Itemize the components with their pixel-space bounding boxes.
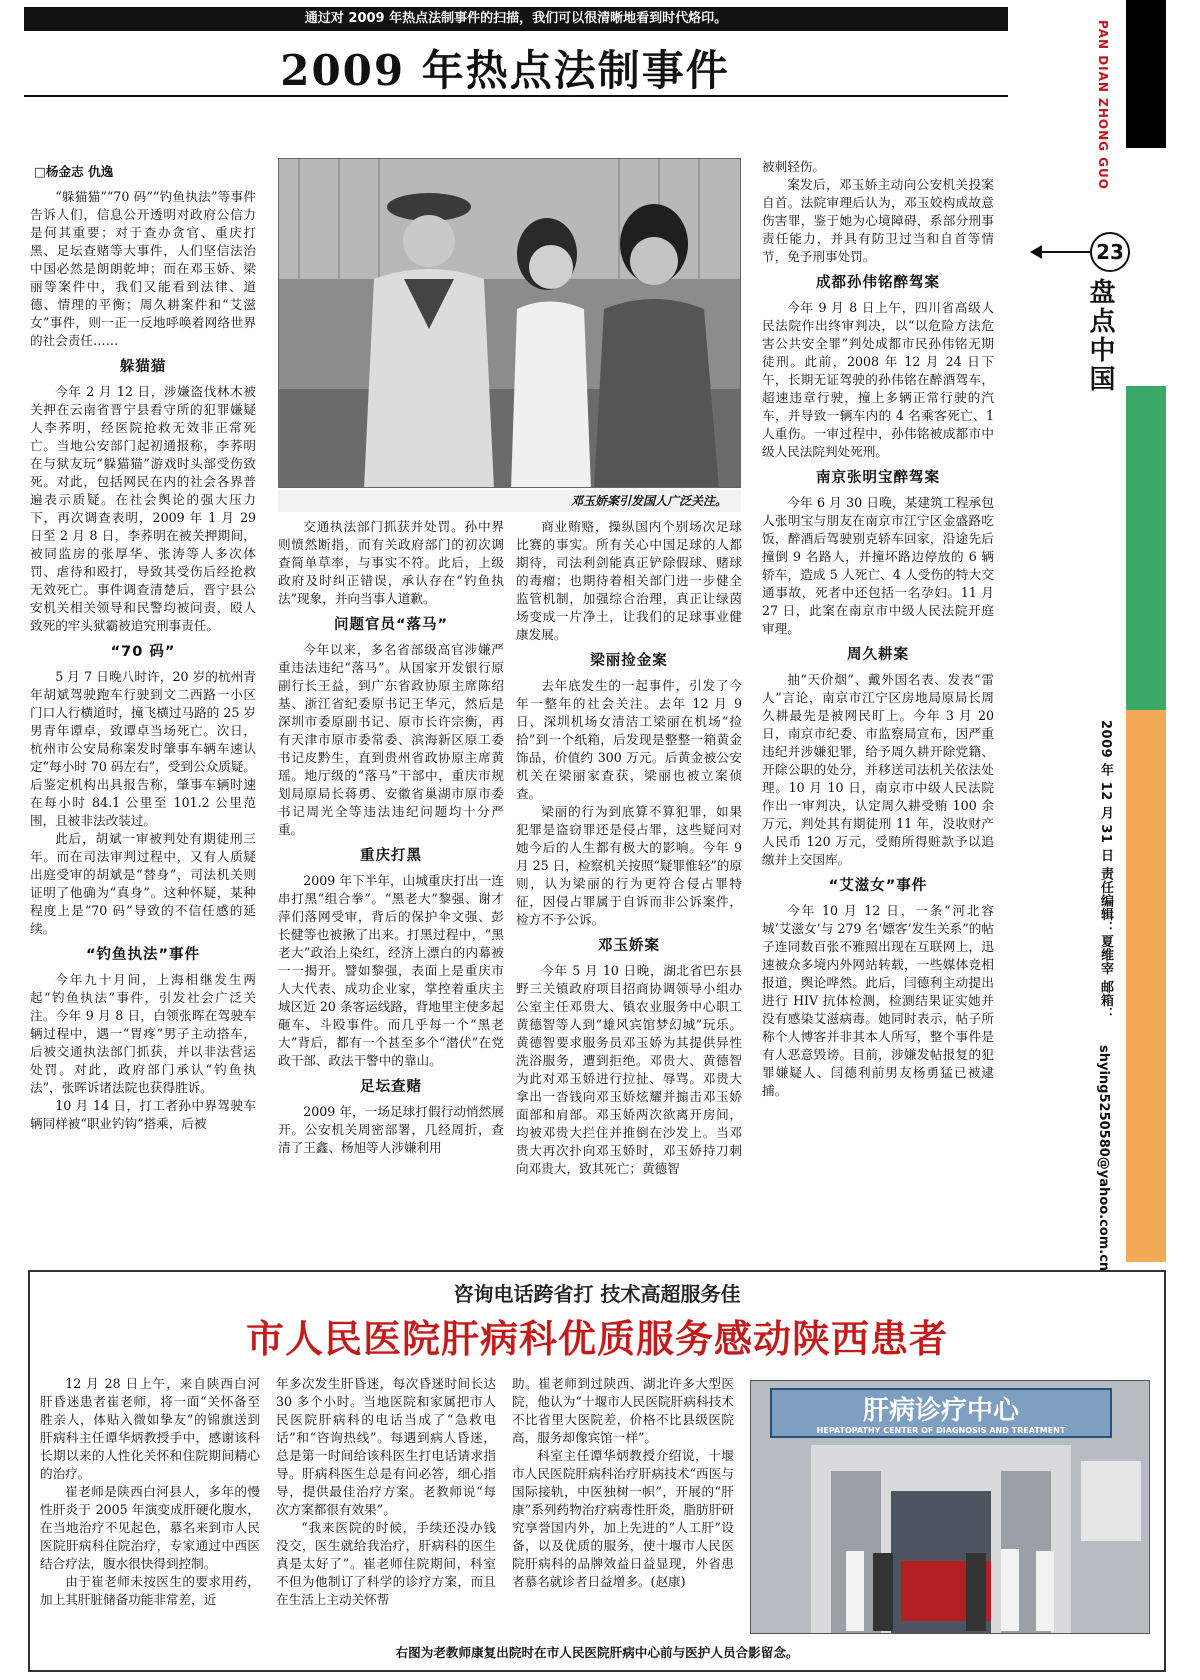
photo-illustration — [279, 159, 741, 488]
advertorial-column-1 — [40, 1375, 260, 1637]
page-pointer-line — [1040, 251, 1092, 253]
subhead-zhoujiugeng: 周久耕案 — [847, 647, 909, 663]
subhead-zhangmingbao: 南京张明宝醉驾案 — [816, 470, 940, 486]
editor-email: shying5250580@yahoo.com.cn — [1096, 1045, 1111, 1272]
photo-sign-text: 肝病诊疗中心 — [862, 1396, 1020, 1426]
section-latin-name: PAN DIAN ZHONG GUO — [1096, 20, 1110, 190]
article-paragraph: 去年底发生的一起事件，引发了今年一整年的社会关注。去年 12 月 9 日，深圳机场女清洁工梁丽在机场“捡拾”到一个纸箱，后发现是整整一箱黄金饰品，价值约 300 万元。后黄金被公安机关在梁丽家查获，梁丽也被立案侦查。 — [516, 678, 742, 801]
page-headline: 2009 年热点法制事件 — [280, 46, 730, 95]
subhead-zutan: 足坛查赌 — [360, 1079, 422, 1095]
article-paragraph: 2009 年下半年，山城重庆打出一连串打黑“组合拳”。“黑老大”黎强、谢才萍们落网受审，背后的保护伞文强、彭长健等也被揪了出来。打黑过程中，“黑老大”政治上染红，经济上漂白的内幕被一一揭开。譬如黎强，表面上是重庆市人大代表、成功企业家，掌控着重庆主城区近 20 条客运线路，背地里主使多起砸车、斗殴事件。而几乎每一个“黑老大”背后，都有一个甚至多个“潜伏”在党政干部、政法干警中的靠山。 — [278, 873, 504, 1068]
article-paragraph: 交通执法部门抓获并处罚。孙中界则愤然断指，而有关政府部门的初次调查简单草率，与事实不符。此后，上级政府及时纠正错误，承认存在“钓鱼执法”现象，并向当事人道歉。 — [278, 519, 504, 606]
advertorial-paragraph: 助。崔老师到过陕西、湖北许多大型医院，他认为“十堰市人民医院肝病科技术不比省里大医院差，价格不比县级医院高，服务却像宾馆一样”。 — [512, 1376, 734, 1445]
section-sidebar — [1126, 0, 1166, 1262]
article-paragraph: 今年 5 月 10 日晚，湖北省巴东县野三关镇政府项目招商协调领导小组办公室主任邓贵大、镇农业服务中心职工黄德智等人到“雄风宾馆梦幻城”玩乐。黄德智要求服务员邓玉娇为其提供异性洗浴服务，遭到拒绝。邓贵大、黄德智为此对邓玉娇进行拉扯、辱骂。邓贵大拿出一沓钱向邓玉娇炫耀并搧击邓玉娇面部和肩部。邓玉娇两次欲离开房间，均被邓贵大拦住并推倒在沙发上。当邓贵大再次扑向邓玉娇时，邓玉娇持刀刺向邓贵大，致其死亡；黄德智 — [516, 963, 742, 1176]
advertorial-paragraph: 12 月 28 日上午，来自陕西白河肝昏迷患者崔老师，将一面“关怀备至胜亲人，体贴入微如挚友”的锦旗送到肝病科主任谭华炳教授手中，感谢该科长期以来的人性化关怀和住院期间精心的治疗。 — [40, 1376, 260, 1481]
advertorial-column-2 — [276, 1375, 496, 1637]
article-paragraph: 5 月 7 日晚八时许，20 岁的杭州青年胡斌驾驶跑车行驶到文二西路一小区门口人行横道时，撞飞横过马路的 25 岁男青年谭卓，致谭卓当场死亡。次日，杭州市公安局称案发时肇事车辆车速认定“每小时 70 码左右”，受到公众质疑。后鉴定机构出具报告称，肇事车辆时速在每小时 84.1 公里至 101.2 公里范围，且被非法改装过。 — [30, 669, 256, 828]
advertorial-paragraph: 由于崔老师未按医生的要求用药，加上其肝脏储备功能非常差，近 — [40, 1574, 260, 1607]
sidebar-orange-block — [1126, 710, 1166, 1262]
subhead-aizinv: “艾滋女”事件 — [828, 878, 928, 894]
sidebar-green-block — [1126, 386, 1166, 710]
subhead-diaoyu: “钓鱼执法”事件 — [85, 947, 201, 963]
article-paragraph: 10 月 14 日，打工者孙中界驾驶车辆同样被“职业钓钩”搭乘，后被 — [30, 1098, 256, 1131]
subhead-luoma: 问题官员“落马” — [333, 617, 449, 633]
article-paragraph: 商业贿赂，操纵国内个别场次足球比赛的事实。所有关心中国足球的人都期待，司法利剑能真正铲除假球、赌球的毒瘤；也期待着相关部门进一步健全监管机制，加强综合治理，真正让绿茵场变成一片净土，让我们的足球事业健康发展。 — [516, 519, 742, 642]
article-intro: “躲猫猫”“70 码”“钓鱼执法”等事件告诉人们，信息公开透明对政府公信力是何其重要；对于查办贪官、重庆打黑、足坛查赌等大事件，人们坚信法治中国必然是朗朗乾坤；而在邓玉娇、梁丽等案件中，我们又能看到法律、道德、情理的平衡；周久耕案件和“艾滋女”事件，则一正一反地呼唤着网络世界的社会责任…… — [30, 189, 256, 348]
advertorial-paragraph: 科室主任谭华炳教授介绍说，十堰市人民医院肝病科治疗肝病技术“西医与国际接轨，中医独树一帜”，开展的“肝康”系列药物治疗病毒性肝炎，脂肪肝研究享誉国内外，加上先进的“人工肝”设备，以及优质的服务，使十堰市人民医院肝病科的品牌效益日益显现，外省患者慕名就诊者日益增多。(赵康) — [512, 1448, 734, 1589]
advertorial-paragraph: 崔老师是陕西白河县人，多年的慢性肝炎于 2005 年演变成肝硬化腹水，在当地治疗不见起色，慕名来到市人民医院肝病科住院治疗，专家通过中西医结合疗法，腹水很快得到控制。 — [40, 1484, 260, 1571]
article-paragraph: 梁丽的行为到底算不算犯罪，如果犯罪是盗窃罪还是侵占罪，这些疑问对她今后的人生都有极大的影响。今年 9 月 25 日，检察机关按照“疑罪惟轻”的原则，认为梁丽的行为更符合侵占罪特征，因侵占罪属于自诉而非公诉案件，检方不予公诉。 — [516, 804, 742, 927]
article-column-4 — [762, 158, 994, 1260]
article-paragraph: 今年 6 月 30 日晚，某建筑工程承包人张明宝与朋友在南京市江宁区金盛路吃饭，醉酒后驾驶别克轿车回家，沿途先后撞倒 9 名路人，并撞坏路边停放的 6 辆轿车，造成 5 人死亡、4 人受伤的特大交通事故，死者中还包括一名孕妇。11 月 27 日，此案在南京市中级人民法院开庭审理。 — [762, 495, 994, 636]
header-rule — [24, 95, 1008, 97]
byline: □杨金志 仇逸 — [34, 164, 114, 179]
subhead-liangli: 梁丽捡金案 — [590, 653, 668, 669]
advertorial-photo-caption: 右图为老教师康复出院时在市人民医院肝病中心前与医护人员合影留念。 — [395, 1645, 799, 1660]
article-paragraph: 2009 年，一场足球打假行动悄然展开。公安机关周密部署，几经周折，查清了王鑫、杨旭等人涉嫌利用 — [278, 1104, 504, 1155]
article-paragraph: 此后，胡斌一审被判处有期徒刑三年。而在司法审判过程中，又有人质疑出庭受审的胡斌是“替身”，司法机关则证明了他确为“真身”。这种怀疑，某种程度上是“70 码”导致的不信任感的延续。 — [30, 831, 256, 936]
advertorial-title: 市人民医院肝病科优质服务感动陕西患者 — [245, 1316, 948, 1361]
sidebar-black-block — [1126, 0, 1166, 148]
advertorial-paragraph: 年多次发生肝昏迷，每次昏迷时间长达 30 多个小时。当地医院和家属把市人民医院肝病科的电话当成了“急救电话”和“咨询热线”。每遇到病人昏迷，总是第一时间给该科医生打电话请求指导。肝病科医生总是有问必答，细心指导，提供最佳治疗方案。老教师说“每次方案都很有效果”。 — [276, 1376, 496, 1517]
article-paragraph: 抽“天价烟”、戴外国名表、发表“雷人”言论，南京市江宁区房地局原局长周久耕最先是被网民盯上。今年 3 月 20 日，南京市纪委、市监察局宣布，因严重违纪并涉嫌犯罪，给予周久耕开除党籍、开除公职的处分，并移送司法机关依法处理。10 月 10 日，南京市中级人民法院作出一审判决，认定周久耕受贿 100 余万元，判处其有期徒刑 11 年，没收财产人民币 120 万元，受贿所得赃款予以追缴并上交国库。 — [762, 672, 994, 867]
subhead-dengyujiao: 邓玉娇案 — [598, 938, 660, 954]
article-paragraph: 今年 2 月 12 日，涉嫌盗伐林木被关押在云南省晋宁县看守所的犯罪嫌疑人李荞明，经医院抢救无效非正常死亡。当地公安部门起初通报称，李荞明在与狱友玩“躲猫猫”游戏时头部受伤致死。对此，包括网民在内的社会各界普遍表示质疑。在社会舆论的强大压力下，再次调查表明，2009 年 1 月 29 日至 2 月 8 日，李荞明在被关押期间，被同监房的张厚华、张涛等人多次体罚、虐待和殴打，导致其受伤后经抢救无效死亡。事件调查清楚后，晋宁县公安机关相关领导和民警均被问责，殴人致死的牢头狱霸被追究刑事责任。 — [30, 384, 256, 633]
subhead-sunweiming: 成都孙伟铭醉驾案 — [816, 275, 940, 291]
subhead-dahei: 重庆打黑 — [360, 848, 422, 864]
section-title: 盘点中国 — [1085, 278, 1115, 394]
article-paragraph: 今年 9 月 8 日上午，四川省高级人民法院作出终审判决，以“以危险方法危害公共安全罪”判处成都市民孙伟铭无期徒刑。此前，2008 年 12 月 24 日下午，长期无证驾驶的孙伟铭在醉酒驾车，超速违章行驶，撞上多辆正常行驶的汽车，并导致一辆车内的 4 名乘客死亡、1 人重伤。一审过程中，孙伟铭被成都市中级人民法院判处死刑。 — [762, 300, 994, 459]
advertorial-paragraph: “我来医院的时候，手续还没办钱没交，医生就给我治疗，肝病科的医生真是太好了”。崔老师住院期间，科室不但为他制订了科学的诊疗方案，而且在生活上主动关怀帮 — [276, 1520, 496, 1607]
article-column-2 — [278, 518, 504, 1260]
article-paragraph: 今年以来，多名省部级高官涉嫌严重违法违纪“落马”。从国家开发银行原副行长王益，到广东省政协原主席陈绍基、浙江省纪委原书记王华元，然后是深圳市委原副书记、原市长许宗衡，再有天津市原市委常委、滨海新区原工委书记皮黔生，直到贵州省政协原主席黄瑶。地厅级的“落马”干部中，重庆市规划局原局长蒋勇、安徽省巢湖市原市委书记周光全等违法违纪问题均十分严重。 — [278, 642, 504, 837]
advertorial-column-3 — [512, 1375, 734, 1637]
subhead-duomaomao: 躲猫猫 — [119, 359, 167, 375]
article-column-1 — [30, 188, 256, 1258]
photo-sign-english: HEPATOPATHY CENTER OF DIAGNOSIS AND TREATMENT — [816, 1426, 1066, 1435]
article-paragraph: 今年 10 月 12 日，一条“河北容城‘艾滋女’与 279 名‘嫖客’发生关系”的帖子连同数百张不雅照出现在互联网上，迅速被众多境内外网站转载，一些媒体竞相报道，舆论哗然。此后，闫德利主动提出进行 HIV 抗体检测，检测结果证实她并没有感染艾滋病毒。她同时表示，帖子所称个人博客并非其本人所写，整个事件是有人恶意毁谤。目前，涉嫌发帖报复的犯罪嫌疑人、闫德利前男友杨勇猛已被逮捕。 — [762, 903, 994, 1098]
page-number: 23 — [1090, 232, 1130, 272]
article-paragraph: 今年九十月间，上海相继发生两起“钓鱼执法”事件，引发社会广泛关注。今年 9 月 8 日，白领张晖在驾驶车辆过程中，遇一“胃疼”男子主动搭车，后被交通执法部门抓获，并以非法营运处罚。对此，政府部门承认“钓鱼执法”，张晖诉诸法院也获得胜诉。 — [30, 972, 256, 1095]
hospital-photo — [750, 1380, 1150, 1634]
issue-date-editor: 2009 年 12 月 31 日 责任编辑：夏维宰 邮箱： — [1098, 720, 1113, 1021]
subhead-70ma: “70 码” — [110, 644, 176, 660]
advertorial-subtitle: 咨询电话跨省打 技术高超服务佳 — [453, 1282, 741, 1306]
top-banner: 通过对 2009 年热点法制事件的扫描，我们可以很清晰地看到时代烙印。 — [24, 7, 1008, 31]
article-paragraph: 被刺轻伤。 — [762, 159, 825, 174]
photo-caption: 邓玉娇案引发国人广泛关注。 — [278, 490, 741, 512]
article-paragraph: 案发后，邓玉娇主动向公安机关投案自首。法院审理后认为，邓玉姣构成故意伤害罪，鉴于她为心境障碍，系部分刑事责任能力，并具有防卫过当和自首等情节，免予刑事处罚。 — [762, 177, 994, 264]
news-photo-deng-yujiao — [278, 158, 741, 488]
article-column-3 — [516, 518, 742, 1260]
hospital-photo-illustration — [751, 1381, 1150, 1634]
